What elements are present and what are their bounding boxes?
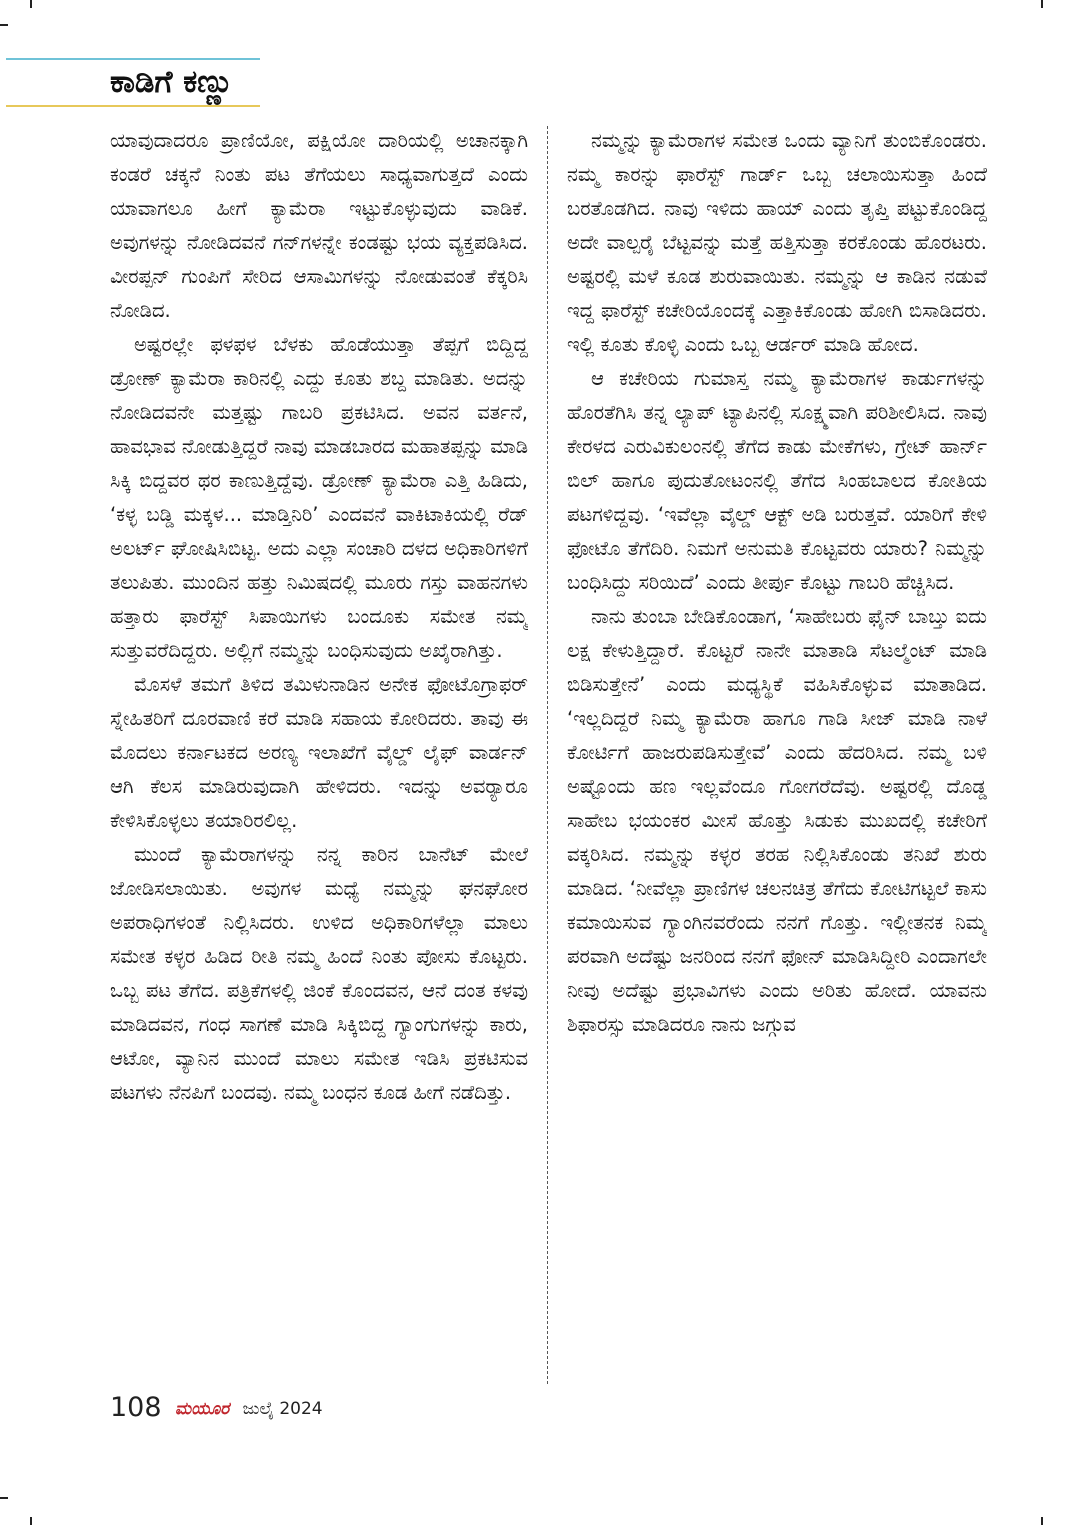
crop-mark-top-right <box>1041 0 1043 8</box>
paragraph: ಮೊಸಳೆ ತಮಗೆ ತಿಳಿದ ತಮಿಳುನಾಡಿನ ಅನೇಕ ಫೋಟೊಗ್ರಾಫರ್ ಸ್ನೇಹಿತರಿಗೆ ದೂರವಾಣಿ ಕರೆ ಮಾಡಿ ಸಹಾಯ ಕೋರಿದರು. ತಾವು ಈ ಮೊದಲು ಕರ್ನಾಟಕದ ಅರಣ್ಯ ಇಲಾಖೆಗೆ ವೈಲ್ಡ್ ಲೈಫ್ ವಾರ್ಡನ್ ಆಗಿ ಕೆಲಸ ಮಾಡಿರುವುದಾಗಿ ಹೇಳಿದರು. ಇದನ್ನು ಅವರ್‍ಯಾರೂ ಕೇಳಿಸಿಕೊಳ್ಳಲು ತಯಾರಿರಲಿಲ್ಲ. <box>110 673 528 832</box>
header-rule-bottom <box>6 105 260 107</box>
section-title: ಕಾಡಿಗೆ ಕಣ್ಣು <box>110 64 234 100</box>
article-column-left <box>110 124 528 1386</box>
paragraph: ಯಾವುದಾದರೂ ಪ್ರಾಣಿಯೋ, ಪಕ್ಷಿಯೋ ದಾರಿಯಲ್ಲಿ ಅಚಾನಕ್ಕಾಗಿ ಕಂಡರೆ ಚಕ್ಕನೆ ನಿಂತು ಪಟ ತೆಗೆಯಲು ಸಾಧ್ಯವಾಗುತ್ತದೆ ಎಂದು ಯಾವಾಗಲೂ ಹೀಗೆ ಕ್ಯಾಮೆರಾ ಇಟ್ಟುಕೊಳ್ಳುವುದು ವಾಡಿಕೆ. ಅವುಗಳನ್ನು ನೋಡಿದವನೆ ಗನ್‌ಗಳನ್ನೇ ಕಂಡಷ್ಟು ಭಯ ವ್ಯಕ್ತಪಡಿಸಿದ. ವೀರಪ್ಪನ್ ಗುಂಪಿಗೆ ಸೇರಿದ ಆಸಾಮಿಗಳನ್ನು ನೋಡುವಂತೆ ಕೆಕ್ಕರಿಸಿ ನೋಡಿದ. <box>110 129 528 322</box>
header-rule-top <box>6 58 260 60</box>
paragraph: ನಮ್ಮನ್ನು ಕ್ಯಾಮೆರಾಗಳ ಸಮೇತ ಒಂದು ವ್ಯಾನಿಗೆ ತುಂಬಿಕೊಂಡರು. ನಮ್ಮ ಕಾರನ್ನು ಫಾರೆಸ್ಟ್ ಗಾರ್ಡ್ ಒಬ್ಬ ಚಲಾಯಿಸುತ್ತಾ ಹಿಂದೆ ಬರತೊಡಗಿದ. ನಾವು ಇಳಿದು ಹಾಯ್ ಎಂದು ತೃಪ್ತಿ ಪಟ್ಟುಕೊಂಡಿದ್ದ ಅದೇ ವಾಲ್ಪರೈ ಬೆಟ್ಟವನ್ನು ಮತ್ತೆ ಹತ್ತಿಸುತ್ತಾ ಕರಕೊಂಡು ಹೊರಟರು. ಅಷ್ಟರಲ್ಲಿ ಮಳೆ ಕೂಡ ಶುರುವಾಯಿತು. ನಮ್ಮನ್ನು ಆ ಕಾಡಿನ ನಡುವೆ ಇದ್ದ ಫಾರೆಸ್ಟ್ ಕಚೇರಿಯೊಂದಕ್ಕೆ ಎತ್ತಾಕಿಕೊಂಡು ಹೋಗಿ ಬಿಸಾಡಿದರು. ಇಲ್ಲಿ ಕೂತು ಕೊಳ್ಳಿ ಎಂದು ಒಬ್ಬ ಆರ್ಡರ್ ಮಾಡಿ ಹೋದ. <box>567 129 987 356</box>
page-number: 108 <box>110 1392 162 1423</box>
magazine-logo: ಮಯೂರ <box>174 1399 230 1419</box>
paragraph: ಆ ಕಚೇರಿಯ ಗುಮಾಸ್ತ ನಮ್ಮ ಕ್ಯಾಮೆರಾಗಳ ಕಾರ್ಡುಗಳನ್ನು ಹೊರತೆಗಿಸಿ ತನ್ನ ಲ್ಯಾಪ್ ಟ್ಯಾಪಿನಲ್ಲಿ ಸೂಕ್ಷ್ಮವಾಗಿ ಪರಿಶೀಲಿಸಿದ. ನಾವು ಕೇರಳದ ಎರುವಿಕುಲಂನಲ್ಲಿ ತೆಗೆದ ಕಾಡು ಮೇಕೆಗಳು, ಗ್ರೇಟ್ ಹಾರ್ನ್ ಬಿಲ್ ಹಾಗೂ ಪುದುತೋಟಂನಲ್ಲಿ ತೆಗೆದ ಸಿಂಹಬಾಲದ ಕೋತಿಯ ಪಟಗಳಿದ್ದವು. ‘ಇವೆಲ್ಲಾ ವೈಲ್ಡ್ ಆಕ್ಟ್ ಅಡಿ ಬರುತ್ತವೆ. ಯಾರಿಗೆ ಕೇಳಿ ಫೋಟೊ ತೆಗೆದಿರಿ. ನಿಮಗೆ ಅನುಮತಿ ಕೊಟ್ಟವರು ಯಾರು? ನಿಮ್ಮನ್ನು ಬಂಧಿಸಿದ್ದು ಸರಿಯಿದೆ’ ಎಂದು ತೀರ್ಪು ಕೊಟ್ಟು ಗಾಬರಿ ಹೆಚ್ಚಿಸಿದ. <box>567 367 987 594</box>
crop-mark-top-left <box>30 0 32 8</box>
crop-mark-left-top <box>0 24 8 26</box>
paragraph: ನಾನು ತುಂಬಾ ಬೇಡಿಕೊಂಡಾಗ, ‘ಸಾಹೇಬರು ಫೈನ್ ಬಾಬ್ತು ಐದು ಲಕ್ಷ ಕೇಳುತ್ತಿದ್ದಾರೆ. ಕೊಟ್ಟರೆ ನಾನೇ ಮಾತಾಡಿ ಸೆಟಲ್ಮೆಂಟ್ ಮಾಡಿ ಬಿಡಿಸುತ್ತೇನೆ’ ಎಂದು ಮಧ್ಯಸ್ಥಿಕೆ ವಹಿಸಿಕೊಳ್ಳುವ ಮಾತಾಡಿದ. ‘ಇಲ್ಲದಿದ್ದರೆ ನಿಮ್ಮ ಕ್ಯಾಮೆರಾ ಹಾಗೂ ಗಾಡಿ ಸೀಜ್ ಮಾಡಿ ನಾಳೆ ಕೋರ್ಟಿಗೆ ಹಾಜರುಪಡಿಸುತ್ತೇವೆ’ ಎಂದು ಹೆದರಿಸಿದ. ನಮ್ಮ ಬಳಿ ಅಷ್ಟೊಂದು ಹಣ ಇಲ್ಲವೆಂದೂ ಗೋಗರೆದೆವು. ಅಷ್ಟರಲ್ಲಿ ದೊಡ್ಡ ಸಾಹೇಬ ಭಯಂಕರ ಮೀಸೆ ಹೊತ್ತು ಸಿಡುಕು ಮುಖದಲ್ಲಿ ಕಚೇರಿಗೆ ವಕ್ಕರಿಸಿದ. ನಮ್ಮನ್ನು ಕಳ್ಳರ ತರಹ ನಿಲ್ಲಿಸಿಕೊಂಡು ತನಿಖೆ ಶುರು ಮಾಡಿದ. ‘ನೀವೆಲ್ಲಾ ಪ್ರಾಣಿಗಳ ಚಲನಚಿತ್ರ ತೆಗೆದು ಕೋಟಿಗಟ್ಟಲೆ ಕಾಸು ಕಮಾಯಿಸುವ ಗ್ಯಾಂಗಿನವರೆಂದು ನನಗೆ ಗೊತ್ತು. ಇಲ್ಲೀತನಕ ನಿಮ್ಮ ಪರವಾಗಿ ಅದೆಷ್ಟು ಜನರಿಂದ ನನಗೆ ಫೋನ್ ಮಾಡಿಸಿದ್ದೀರಿ ಎಂದಾಗಲೇ ನೀವು ಅದೆಷ್ಟು ಪ್ರಭಾವಿಗಳು ಎಂದು ಅರಿತು ಹೋದೆ. ಯಾವನು ಶಿಫಾರಸ್ಸು ಮಾಡಿದರೂ ನಾನು ಜಗ್ಗುವ <box>567 605 987 1036</box>
crop-mark-left-bottom <box>0 1497 8 1499</box>
column-divider <box>547 126 548 1384</box>
paragraph: ಮುಂದೆ ಕ್ಯಾಮೆರಾಗಳನ್ನು ನನ್ನ ಕಾರಿನ ಬಾನೆಟ್ ಮೇಲೆ ಜೋಡಿಸಲಾಯಿತು. ಅವುಗಳ ಮಧ್ಯೆ ನಮ್ಮನ್ನು ಘನಘೋರ ಅಪರಾಧಿಗಳಂತೆ ನಿಲ್ಲಿಸಿದರು. ಉಳಿದ ಅಧಿಕಾರಿಗಳೆಲ್ಲಾ ಮಾಲು ಸಮೇತ ಕಳ್ಳರ ಹಿಡಿದ ರೀತಿ ನಮ್ಮ ಹಿಂದೆ ನಿಂತು ಪೋಸು ಕೊಟ್ಟರು. ಒಬ್ಬ ಪಟ ತೆಗೆದ. ಪತ್ರಿಕೆಗಳಲ್ಲಿ ಜಿಂಕೆ ಕೊಂದವನ, ಆನೆ ದಂತ ಕಳವು ಮಾಡಿದವನ, ಗಂಧ ಸಾಗಣೆ ಮಾಡಿ ಸಿಕ್ಕಿಬಿದ್ದ ಗ್ಯಾಂಗುಗಳನ್ನು ಕಾರು, ಆಟೋ, ವ್ಯಾನಿನ ಮುಂದೆ ಮಾಲು ಸಮೇತ ಇಡಿಸಿ ಪ್ರಕಟಿಸುವ ಪಟಗಳು ನೆನಪಿಗೆ ಬಂದವು. ನಮ್ಮ ಬಂಧನ ಕೂಡ ಹೀಗೆ ನಡೆದಿತ್ತು. <box>110 843 528 1104</box>
paragraph: ಅಷ್ಟರಲ್ಲೇ ಫಳಫಳ ಬೆಳಕು ಹೊಡೆಯುತ್ತಾ ತೆಪ್ಪಗೆ ಬಿದ್ದಿದ್ದ ಡ್ರೋಣ್ ಕ್ಯಾಮೆರಾ ಕಾರಿನಲ್ಲಿ ಎದ್ದು ಕೂತು ಶಬ್ದ ಮಾಡಿತು. ಅದನ್ನು ನೋಡಿದವನೇ ಮತ್ತಷ್ಟು ಗಾಬರಿ ಪ್ರಕಟಿಸಿದ. ಅವನ ವರ್ತನೆ, ಹಾವಭಾವ ನೋಡುತ್ತಿದ್ದರೆ ನಾವು ಮಾಡಬಾರದ ಮಹಾತಪ್ಪನ್ನು ಮಾಡಿ ಸಿಕ್ಕಿ ಬಿದ್ದವರ ಥರ ಕಾಣುತ್ತಿದ್ದೆವು. ಡ್ರೋಣ್ ಕ್ಯಾಮೆರಾ ಎತ್ತಿ ಹಿಡಿದು, ‘ಕಳ್ಳ ಬಡ್ಡಿ ಮಕ್ಕಳ... ಮಾಡ್ತಿನಿರಿ’ ಎಂದವನೆ ವಾಕಿಟಾಕಿಯಲ್ಲಿ ರೆಡ್ ಅಲರ್ಟ್ ಘೋಷಿಸಿಬಿಟ್ಟ. ಅದು ಎಲ್ಲಾ ಸಂಚಾರಿ ದಳದ ಅಧಿಕಾರಿಗಳಿಗೆ ತಲುಪಿತು. ಮುಂದಿನ ಹತ್ತು ನಿಮಿಷದಲ್ಲಿ ಮೂರು ಗಸ್ತು ವಾಹನಗಳು ಹತ್ತಾರು ಫಾರೆಸ್ಟ್ ಸಿಪಾಯಿಗಳು ಬಂದೂಕು ಸಮೇತ ನಮ್ಮ ಸುತ್ತುವರೆದಿದ್ದರು. ಅಲ್ಲಿಗೆ ನಮ್ಮನ್ನು ಬಂಧಿಸುವುದು ಅಖೈರಾಗಿತ್ತು. <box>110 333 528 662</box>
issue-date: ಜುಲೈ 2024 <box>242 1399 323 1419</box>
page-footer <box>110 1392 323 1428</box>
crop-mark-bottom-left <box>30 1517 32 1525</box>
article-column-right <box>567 124 987 1386</box>
crop-mark-bottom-right <box>1041 1517 1043 1525</box>
